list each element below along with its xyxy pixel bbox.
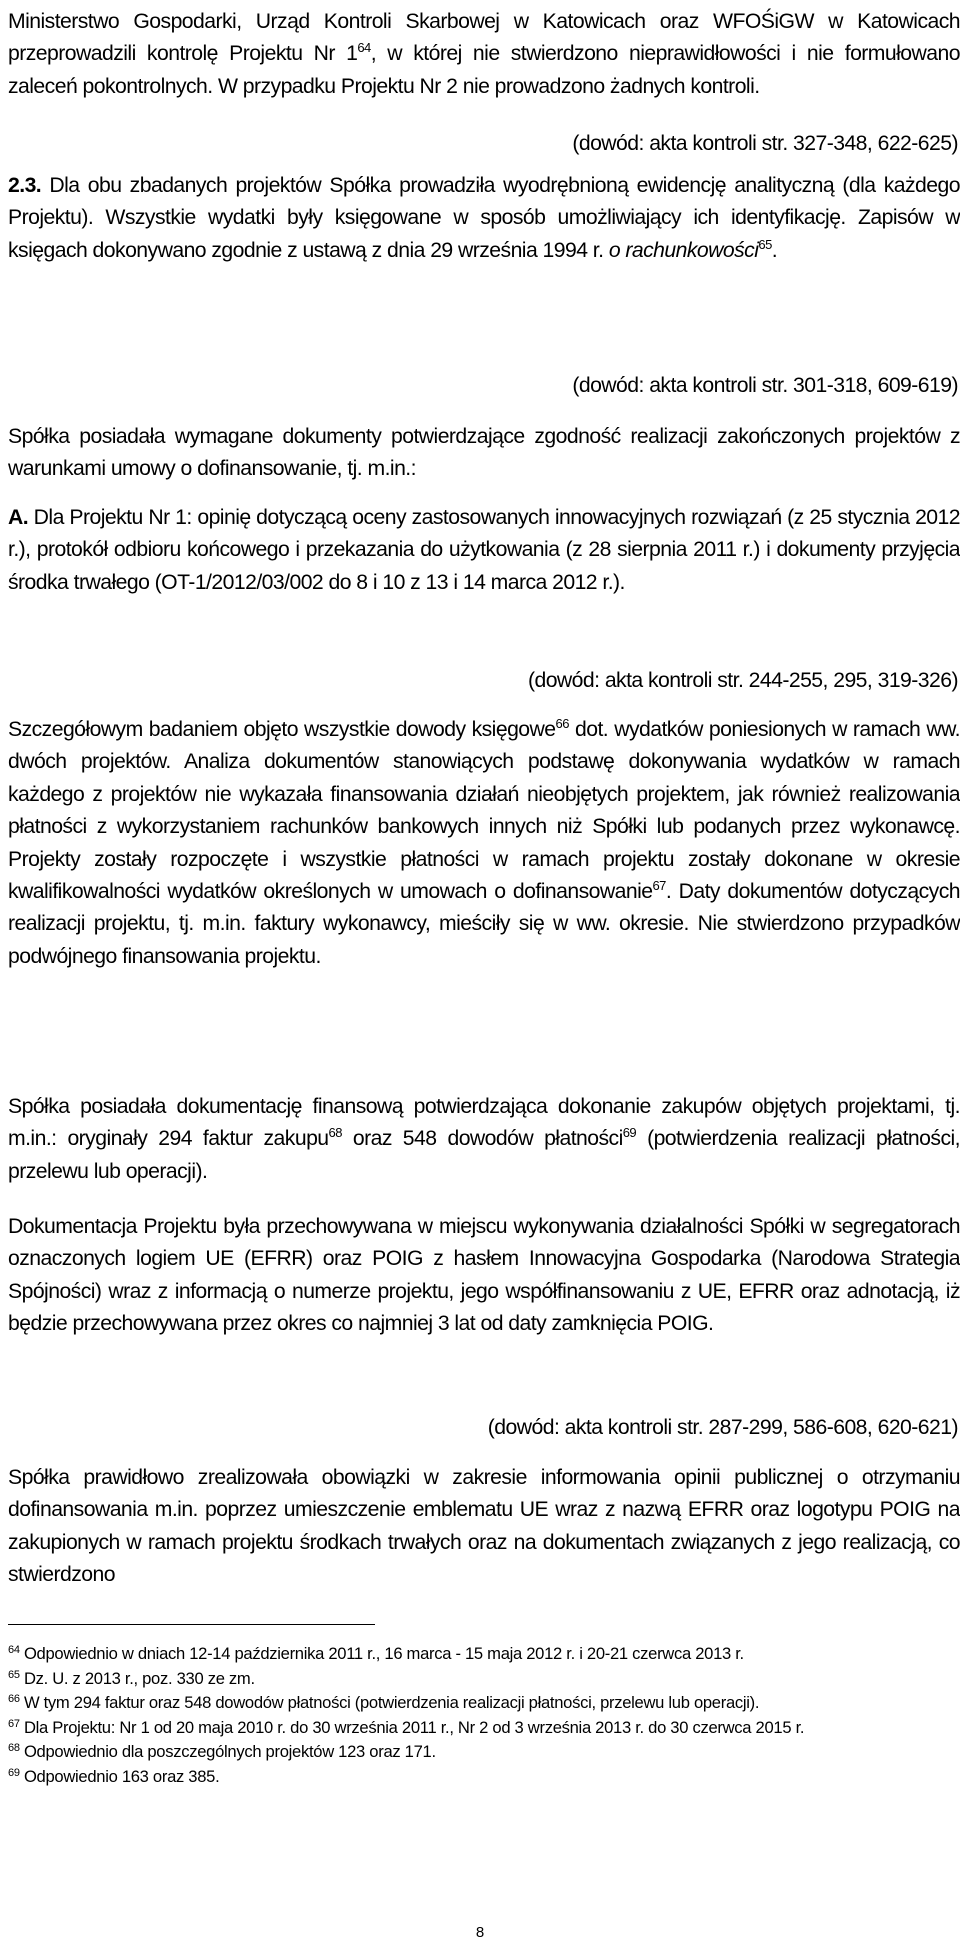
footnote-ref-68[interactable]: 68 [328,1125,342,1141]
text-run: . Daty dokumentów dotyczących realizacji projektu, tj. m.in. faktury wykonawcy, mieściły się w ww. okresie. Nie stwierdzono przypadków podwójnego finansowania projektu. [8,880,960,968]
paragraph-documents [8,421,960,486]
footnote-text: Dz. U. z 2013 r., poz. 330 ze zm. [19,1668,255,1688]
list-label: A. [8,506,29,529]
text-run: dot. wydatków poniesionych w ramach ww. dwóch projektów. Analiza dokumentów stanowiących podstawę dokonywania wydatków w ramach każdego z projektów nie wykazała finansowania działań nieobjętych projektem, jak również realizowania płatności z wykorzystaniem rachunków bankowych innych niż Spółki lub podanych przez wykonawcę. Projekty zostały rozpoczęte i wszystkie płatności w ramach projektu zostały dokonane w okresie kwalifikowalności wydatków określonych w umowach o dofinansowanie [8,718,960,904]
text-run: . [771,238,778,262]
proof-text: (dowód: akta kontroli str. 327-348, 622-625) [572,132,958,155]
text-run: Ministerstwo Gospodarki, Urząd Kontroli Skarbowej w Katowicach oraz WFOŚiGW w Katowicach przeprowadzili kontrolę Projektu Nr 1 [8,10,960,66]
footnote-text: Odpowiednio 163 oraz 385. [19,1766,220,1786]
footnote-number: 67 [8,1717,20,1730]
footnote-text: Dla Projektu: Nr 1 od 20 maja 2010 r. do 30 września 2011 r., Nr 2 od 3 września 2013 r. do 30 czerwca 2015 r. [19,1717,805,1737]
paragraph-storage [8,1211,960,1341]
footnote-65 [8,1667,960,1692]
proof-reference-4 [8,1412,960,1444]
proof-text: (dowód: akta kontroli str. 287-299, 586-608, 620-621) [487,1416,958,1439]
footnote-text: Odpowiednio w dniach 12-14 października 2011 r., 16 marca - 15 maja 2012 r. i 20-21 czerwca 2013 r. [19,1644,744,1663]
text-run: Szczegółowym badaniem objęto wszystkie dowody księgowe [8,718,556,741]
page-number: 8 [475,1924,485,1941]
proof-reference-1 [8,128,960,160]
footnote-64 [8,1642,960,1667]
footnote-68 [8,1740,960,1765]
footnote-text: W tym 294 faktur oraz 548 dowodów płatności (potwierdzenia realizacji płatności, przelewu lub operacji). [19,1693,760,1713]
footnote-number: 64 [8,1644,20,1656]
proof-text: (dowód: akta kontroli str. 301-318, 609-619) [572,374,958,397]
text-run: oraz 548 dowodów płatności [341,1127,623,1151]
paragraph-inspections [8,6,960,103]
section-number: 2.3. [8,174,42,197]
paragraph-detailed-audit [8,714,960,973]
text-run: (potwierdzenia realizacji płatności, przelewu lub operacji). [8,1127,960,1183]
text-run: Dla obu zbadanych projektów Spółka prowadziła wyodrębnioną ewidencję analityczną (dla każdego Projektu). Wszystkie wydatki były księgowane w sposób umożliwiający ich identyfikację. Zapisów w księgach dokonywano zgodnie z ustawą z dnia 29 września 1994 r. [8,174,960,262]
footnote-number: 66 [8,1693,20,1706]
footnotes [8,1642,960,1790]
text-run: Spółka posiadała dokumentację finansową potwierdzająca dokonanie zakupów objętych projektami, tj. m.in.: oryginały 294 faktur zakupu [8,1095,960,1151]
footnote-number: 68 [8,1742,20,1755]
paragraph-project-1 [8,502,960,599]
footnote-ref-66[interactable]: 66 [555,716,569,731]
footnote-separator [8,1624,375,1625]
footnote-number: 69 [8,1766,20,1779]
paragraph-2-3 [8,170,960,267]
text-run: , w której nie stwierdzono nieprawidłowości i nie formułowano zaleceń pokontrolnych. W przypadku Projektu Nr 2 nie prowadzono żadnych kontroli. [8,42,960,98]
footnote-ref-67[interactable]: 67 [652,878,666,894]
proof-text: (dowód: akta kontroli str. 244-255, 295, 319-326) [527,669,958,692]
footnote-ref-69[interactable]: 69 [622,1125,637,1141]
footnote-69 [8,1765,960,1790]
proof-reference-2 [8,370,960,402]
footnote-ref-65[interactable]: 65 [758,236,772,252]
text-run: Dla Projektu Nr 1: opinię dotyczącą oceny zastosowanych innowacyjnych rozwiązań (z 25 stycznia 2012 r.), protokół odbioru końcowego i przekazania do użytkowania (z 28 sierpnia 2011 r.) i dokumenty przyjęcia środka trwałego (OT-1/2012/03/002 do 8 i 10 z 13 i 14 marca 2012 r.). [8,506,960,594]
paragraph-publicity [8,1462,960,1592]
footnote-number: 65 [8,1668,20,1681]
text-run: Dokumentacja Projektu była przechowywana w miejscu wykonywania działalności Spółki w segregatorach oznaczonych logiem UE (EFRR) oraz POIG z hasłem Innowacyjna Gospodarka (Narodowa Strategia Spójności) wraz z informacją o numerze projektu, jego współfinansowaniu z UE, EFRR oraz adnotacją, iż będzie przechowywana przez okres co najmniej 3 lat od daty zamknięcia POIG. [8,1215,960,1336]
act-title: o rachunkowości [608,238,759,262]
text-run: Spółka posiadała wymagane dokumenty potwierdzające zgodność realizacji zakończonych projektów z warunkami umowy o dofinansowanie, tj. m.in.: [8,425,960,481]
footnote-67 [8,1716,960,1741]
text-run: Spółka prawidłowo zrealizowała obowiązki w zakresie informowania opinii publicznej o otrzymaniu dofinansowania m.in. poprzez umieszczenie emblematu UE wraz z nazwą EFRR oraz logotypu POIG na zakupionych w ramach projektu środkach trwałych oraz na dokumentach związanych z jego realizacją, co stwierdzono [8,1466,960,1587]
footnote-ref-64[interactable]: 64 [357,40,371,56]
footnote-text: Odpowiednio dla poszczególnych projektów 123 oraz 171. [19,1742,436,1762]
paragraph-financial-docs [8,1091,960,1188]
proof-reference-3 [8,665,960,697]
footnote-66 [8,1691,960,1716]
